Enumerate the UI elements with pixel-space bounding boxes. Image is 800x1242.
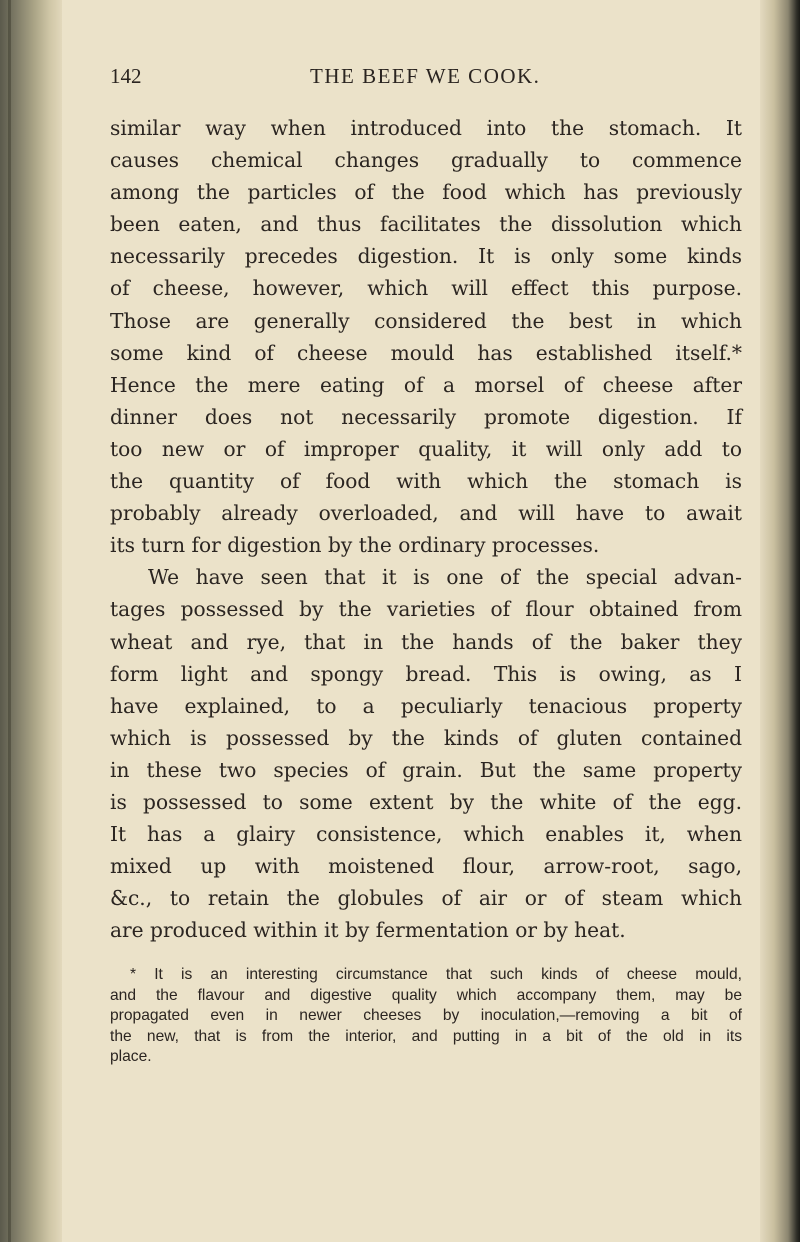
body-line: among the particles of the food which has previously — [110, 180, 742, 205]
body-line: the quantity of food with which the stomach is — [110, 469, 742, 494]
body-line: been eaten, and thus facilitates the dissolution which — [110, 212, 742, 237]
body-line: similar way when introduced into the stomach. It — [110, 116, 742, 140]
body-line: dinner does not necessarily promote digestion. If — [110, 404, 742, 429]
body-line: It has a glairy consistence, which enables it, when — [110, 822, 742, 847]
body-line: some kind of cheese mould has established itself.* — [110, 340, 742, 365]
body-text — [110, 112, 742, 946]
page-edge-right — [760, 0, 800, 1242]
body-line: Those are generally considered the best in which — [110, 308, 742, 333]
footnote-line: and the flavour and digestive quality which accompany them, may be — [110, 986, 742, 1004]
footnote-line: propagated even in newer cheeses by inoculation,—removing a bit of — [110, 1007, 742, 1024]
body-line: causes chemical changes gradually to commence — [110, 148, 742, 173]
body-line: have explained, to a peculiarly tenacious property — [110, 693, 742, 718]
body-line: are produced within it by fermentation or by heat. — [110, 918, 626, 943]
body-line: necessarily precedes digestion. It is only some kinds — [110, 244, 742, 269]
footnote-line: the new, that is from the interior, and putting in a bit of the old in its — [110, 1027, 742, 1045]
footnote-line: place. — [110, 1048, 152, 1065]
body-line: &c., to retain the globules of air or of steam which — [110, 886, 742, 911]
body-line: mixed up with moistened flour, arrow-root, sago, — [110, 854, 742, 879]
body-line: is possessed to some extent by the white of the egg. — [110, 789, 742, 814]
running-head: THE BEEF WE COOK. — [310, 64, 541, 88]
body-line: tages possessed by the varieties of flour obtained from — [110, 597, 742, 622]
footnote — [110, 965, 742, 1068]
body-line: wheat and rye, that in the hands of the baker they — [110, 629, 742, 654]
body-line: too new or of improper quality, it will only add to — [110, 436, 742, 461]
book-binding-left — [0, 0, 62, 1242]
body-line-paragraph-start: We have seen that it is one of the special advan- — [148, 565, 742, 590]
body-line: which is possessed by the kinds of gluten contained — [110, 725, 742, 750]
body-line: its turn for digestion by the ordinary processes. — [110, 533, 600, 558]
footnote-line: * It is an interesting circumstance that such kinds of cheese mould, — [130, 966, 742, 983]
body-line: Hence the mere eating of a morsel of cheese after — [110, 372, 742, 397]
body-line: probably already overloaded, and will have to await — [110, 501, 742, 526]
body-line: in these two species of grain. But the same property — [110, 757, 742, 782]
body-line: of cheese, however, which will effect this purpose. — [110, 276, 742, 301]
body-line: form light and spongy bread. This is owing, as I — [110, 661, 742, 686]
page-number: 142 — [110, 64, 142, 88]
